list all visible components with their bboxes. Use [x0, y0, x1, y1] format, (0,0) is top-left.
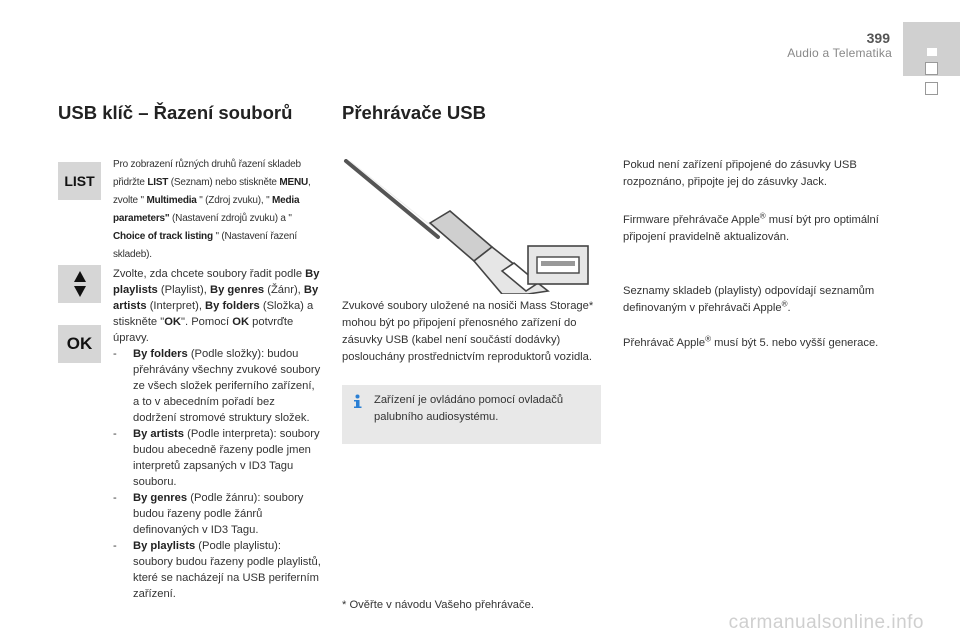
watermark: carmanualsonline.info	[728, 612, 924, 633]
text-run: " (Zdroj zvuku), "	[196, 195, 273, 206]
ok-key-button	[58, 325, 101, 363]
left-heading: USB klíč – Řazení souborů	[58, 102, 293, 123]
usb-port-icon	[527, 245, 589, 285]
list-item-text: (Podle složky): budou přehrávány všechny zvukové soubory ze všech složek periferního zařízení, a to v abecedním pořadí bez dodržení stromové struktury složek.	[133, 348, 321, 424]
text-run: musí být 5. nebo vyšší generace.	[711, 337, 879, 349]
generation-paragraph	[623, 335, 885, 352]
list-key-button	[58, 162, 101, 200]
text-run: " (Nastavení řazení skladeb).	[113, 231, 297, 260]
text-run: ". Pomocí	[181, 316, 233, 328]
sorting-instructions	[113, 156, 317, 264]
arrow-keys-button	[58, 265, 101, 303]
list-item-label: By folders	[133, 348, 188, 360]
section-title: Audio a Telematika	[787, 46, 892, 60]
jack-paragraph	[623, 157, 885, 191]
text-run: Přehrávač Apple	[623, 337, 706, 349]
bold-term: By folders	[205, 300, 260, 312]
ok-key-label: OK	[66, 334, 93, 353]
list-item-label: By artists	[133, 428, 184, 440]
middle-heading: Přehrávače USB	[342, 102, 486, 123]
sort-choice-paragraph	[113, 266, 321, 602]
corner-tab-mark	[927, 48, 937, 56]
playlists-paragraph	[623, 283, 885, 317]
list-dash: -	[113, 540, 117, 552]
bold-term: LIST	[147, 177, 169, 188]
nav-square-2	[925, 82, 938, 95]
list-item-text: (Podle playlistu): soubory budou řazeny podle playlistů, které se nacházejí na USB periferním zařízení.	[133, 540, 321, 600]
bold-term: Choice of track listing	[113, 231, 213, 242]
text-run: (Žánr),	[264, 284, 304, 296]
bold-term: OK	[232, 316, 250, 328]
text-run: Zvolte, zda chcete soubory řadit podle	[113, 268, 306, 280]
text-run: (Seznam) nebo stiskněte	[168, 177, 280, 188]
list-item	[113, 346, 321, 426]
list-item-label: By genres	[133, 492, 188, 504]
list-item-label: By playlists	[133, 540, 196, 552]
list-item	[113, 538, 321, 602]
usb-players-paragraph: Zvukové soubory uložené na nosiči Mass Storage* mohou být po připojení přenosného zařízení do zásuvky USB (kabel není součástí dodávky) poslouchány prostřednictvím reproduktorů vozidla.	[342, 300, 594, 363]
bold-term: By genres	[210, 284, 265, 296]
bold-term: By artists	[113, 284, 319, 312]
page-number: 399	[866, 30, 890, 46]
list-key-label: LIST	[64, 173, 95, 189]
firmware-paragraph	[623, 212, 885, 246]
text-run: Firmware přehrávače Apple	[623, 214, 760, 226]
bold-term: By playlists	[113, 268, 320, 296]
up-arrow-icon	[74, 271, 86, 282]
text-run: musí být pro optimální připojení pravidelně aktualizován.	[623, 214, 879, 243]
down-arrow-icon	[74, 286, 86, 297]
note-text: Zařízení je ovládáno pomocí ovladačů palubního audiosystému.	[374, 394, 564, 423]
bold-term: MENU	[279, 177, 309, 188]
superscript: ®	[781, 299, 788, 309]
list-item-text: (Podle žánru): soubory budou řazeny podle žánrů definovaných v ID3 Tagu.	[133, 492, 304, 536]
bold-term: OK	[164, 316, 182, 328]
sort-choice-text	[113, 266, 321, 346]
text-run: (Interpret),	[146, 300, 206, 312]
text-run: Pro zobrazení různých druhů řazení skladeb přidržte	[113, 159, 301, 188]
list-dash: -	[113, 492, 117, 504]
list-dash: -	[113, 348, 117, 360]
nav-square-1	[925, 62, 938, 75]
superscript: ®	[759, 211, 766, 221]
text-run: Pokud není zařízení připojené do zásuvky USB rozpoznáno, připojte jej do zásuvky Jack.	[623, 159, 857, 188]
list-dash: -	[113, 428, 117, 440]
text-run: Seznamy skladeb (playlisty) odpovídají seznamům definovaným v přehrávači Apple	[623, 285, 875, 314]
superscript: ®	[705, 334, 711, 344]
bold-term: Multimedia	[146, 195, 197, 206]
text-run: (Složka) a stiskněte "	[113, 300, 314, 328]
list-item	[113, 426, 321, 490]
list-item	[113, 490, 321, 538]
bold-term: Media parameters"	[113, 195, 300, 224]
text-run: (Nastavení zdrojů zvuku) a "	[169, 213, 292, 224]
text-run: .	[787, 302, 791, 314]
sort-options-list	[113, 346, 321, 602]
text-run: potvrďte úpravy.	[113, 316, 294, 344]
text-run: , zvolte "	[113, 177, 311, 206]
text-run: (Playlist),	[157, 284, 210, 296]
info-icon	[351, 394, 364, 409]
footnote: * Ověřte v návodu Vašeho přehrávače.	[342, 599, 534, 611]
list-item-text: (Podle interpreta): soubory budou abecedně řazeny podle jmen interpretů zapsaných v ID3 Tagu souboru.	[133, 428, 320, 488]
